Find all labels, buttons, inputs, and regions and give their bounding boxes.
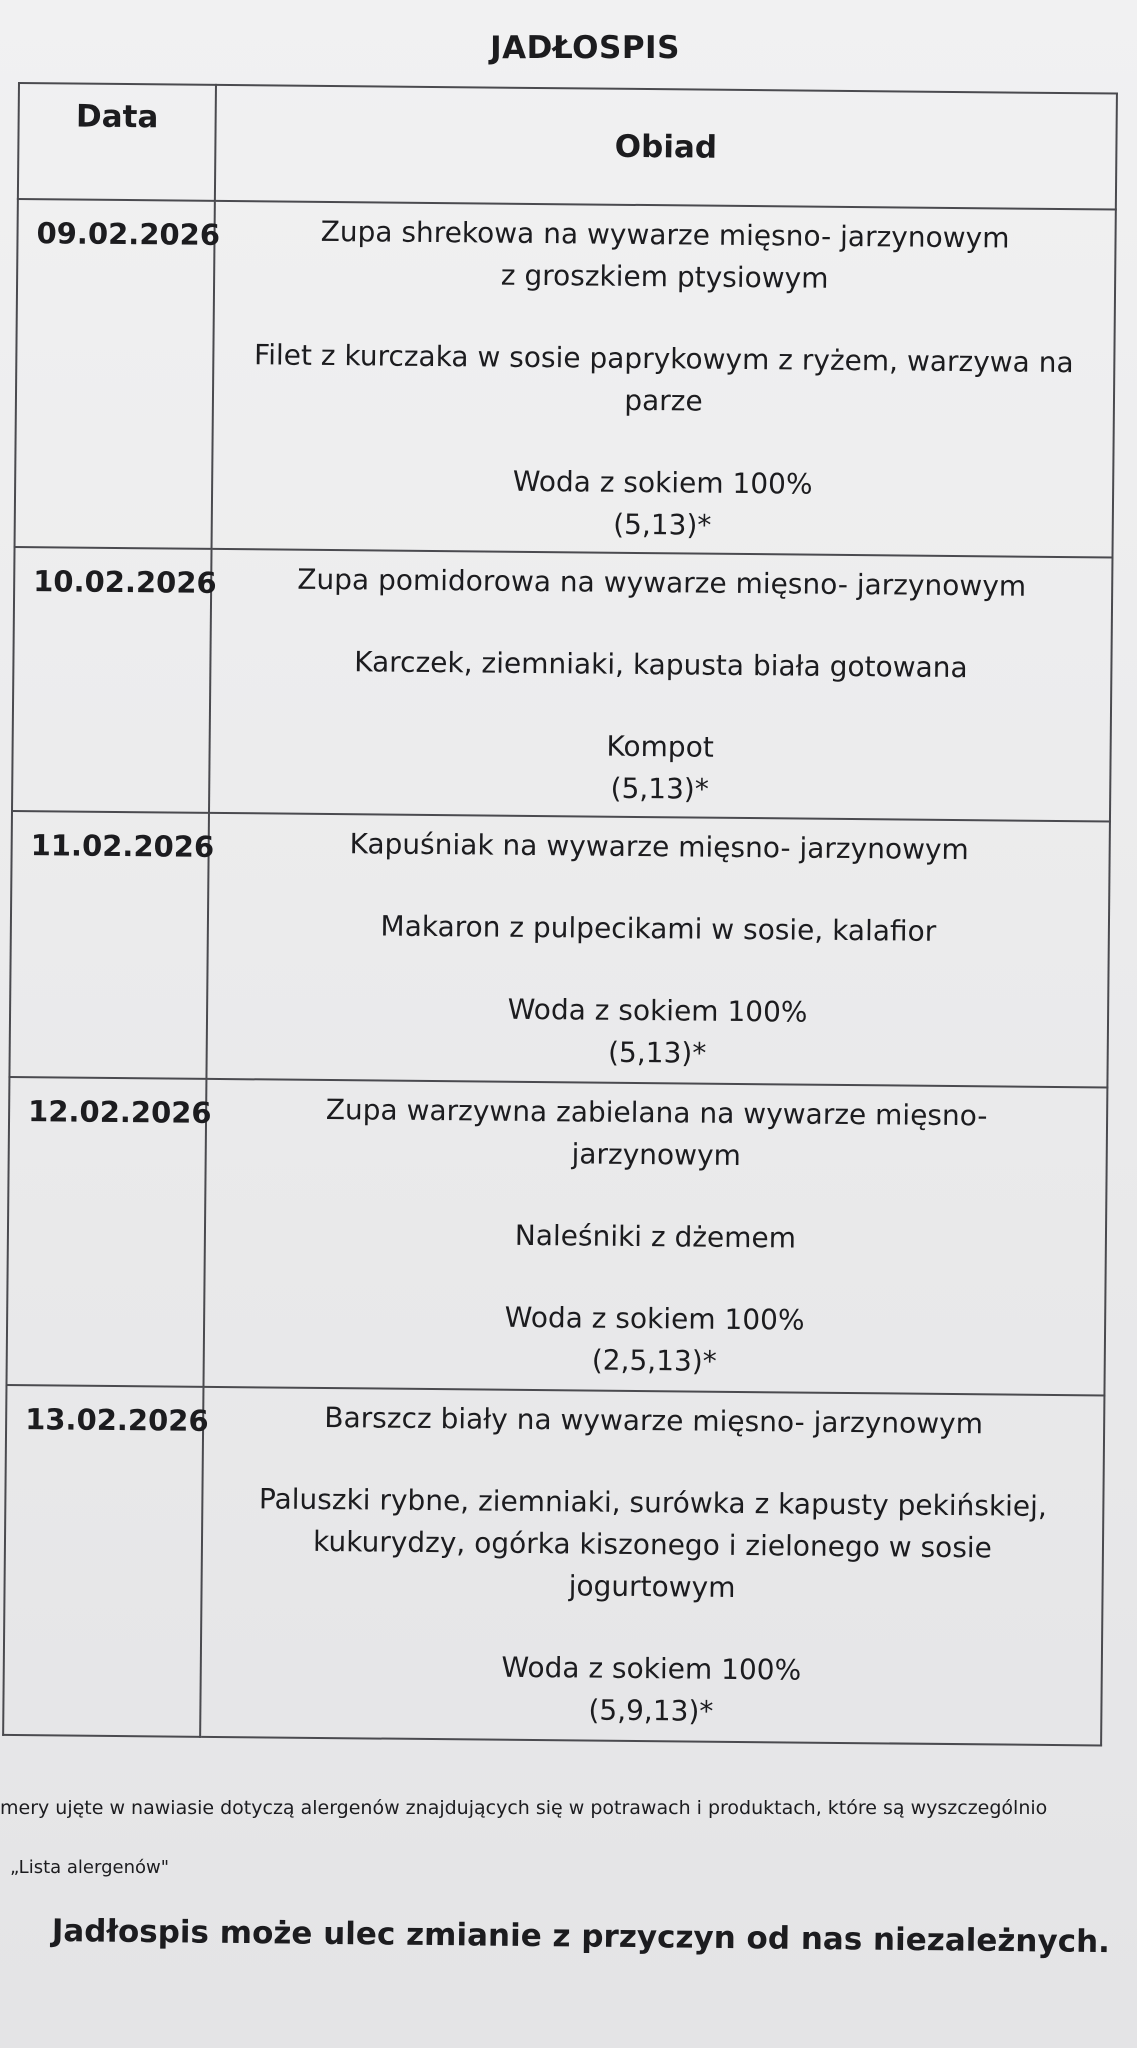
allergen-codes: (5,13)* <box>607 1035 707 1070</box>
date-cell: 11.02.2026 <box>9 811 209 1079</box>
allergen-note: mery ujęte w nawiasie dotyczą alergenów znajdujących się w potrawach i produktach, które są wyszczególnio <box>0 1797 1048 1819</box>
main-course-line: Karczek, ziemniaki, kapusta biała gotowana <box>354 645 968 685</box>
table-row <box>9 811 1110 1088</box>
header-row <box>18 83 1117 210</box>
allergen-codes: (5,9,13)* <box>588 1693 714 1728</box>
allergen-codes: (2,5,13)* <box>591 1343 717 1378</box>
meal-cell <box>203 1079 1107 1396</box>
table-row <box>3 1385 1104 1746</box>
menu-rows <box>3 199 1116 1745</box>
drink-line: Woda z sokiem 100% <box>501 1650 802 1687</box>
column-header-date: Data <box>18 83 216 201</box>
page-title: JADŁOSPIS <box>490 30 680 66</box>
soup-line: Zupa warzywna zabielana na wywarze mięsno- <box>325 1093 988 1133</box>
table-row <box>15 199 1116 558</box>
main-course-line: Filet z kurczaka w sosie paprykowym z ryżem, warzywa na <box>253 338 1074 380</box>
main-course-line: kukurydzy, ogórka kiszonego i zielonego w sosie <box>312 1524 993 1565</box>
meal-cell <box>212 201 1116 558</box>
menu-table <box>2 82 1118 1746</box>
soup-line: Barszcz biały na wywarze mięsno- jarzynowym <box>324 1401 984 1441</box>
soup-line: z groszkiem ptysiowym <box>500 258 829 295</box>
change-disclaimer: Jadłospis może ulec zmianie z przyczyn od nas niezależnych. <box>51 1913 1111 1961</box>
soup-line: Zupa shrekowa na wywarze mięsno- jarzynowym <box>320 214 1010 255</box>
table-row <box>6 1077 1107 1396</box>
main-course-line: Naleśniki z dżemem <box>514 1218 797 1255</box>
soup-line: jarzynowym <box>571 1137 742 1172</box>
soup-line: Kapuśniak na wywarze mięsno- jarzynowym <box>349 827 969 867</box>
meal-cell <box>206 813 1110 1088</box>
table-row <box>12 547 1112 822</box>
main-course-line: parze <box>624 383 703 418</box>
meal-cell <box>200 1387 1104 1746</box>
column-header-meal: Obiad <box>215 85 1117 210</box>
main-course-line: jogurtowym <box>568 1569 736 1604</box>
allergen-list-reference: „Lista alergenów" <box>10 1857 170 1878</box>
soup-line: Zupa pomidorowa na wywarze mięsno- jarzynowym <box>297 562 1027 603</box>
main-course-line: Paluszki rybne, ziemniaki, surówka z kapusty pekińskiej, <box>258 1482 1047 1523</box>
drink-line: Kompot <box>606 729 714 764</box>
allergen-codes: (5,13)* <box>610 771 709 806</box>
allergen-codes: (5,13)* <box>613 507 712 542</box>
drink-line: Woda z sokiem 100% <box>512 464 813 501</box>
meal-cell <box>209 549 1112 822</box>
date-cell: 10.02.2026 <box>12 547 212 813</box>
date-cell: 12.02.2026 <box>6 1077 206 1387</box>
drink-line: Woda z sokiem 100% <box>507 992 808 1029</box>
date-cell: 13.02.2026 <box>3 1385 203 1737</box>
date-cell: 09.02.2026 <box>15 199 215 549</box>
main-course-line: Makaron z pulpecikami w sosie, kalafior <box>380 909 937 948</box>
drink-line: Woda z sokiem 100% <box>504 1300 805 1337</box>
